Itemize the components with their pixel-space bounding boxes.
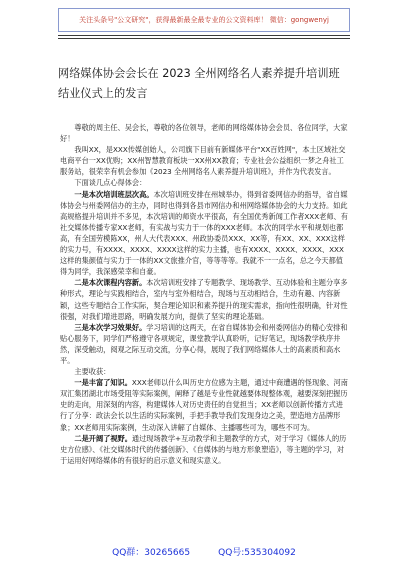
point-text: 本次培训班安排了专题教学、现场教学、互动体验和主题分享多种形式，理论与实践相结合，室内与室外相结合，现场与互动相结合，生动有趣、内容新颖，这些专题结合工作实际，契合理论知识和素养提升的现实需求，指向性很明确，针对性很强，对我们增进思路，明确发展方向，提供了坚实的理论基础。 [60,278,348,321]
point-heading: 二是本次课程内容新。 [74,278,147,288]
paragraph-point-2 [60,277,350,321]
paragraph-gain-2 [60,433,350,466]
header-rule-bottom [58,38,350,39]
qq-number-label: QQ号:535304092 [218,548,296,558]
paragraph-point-3 [60,322,350,366]
qq-group-label: QQ群：30265665 [112,548,191,558]
point-text: 学习培训的这两天，在省自媒体协会和州委网信办的精心安排和贴心服务下，同学们严格遵守各项规定，课堂教学认真聆听，记好笔记，现场教学秩序井然，深受触动，阅观之际互动交流，分享心得，展现了我们网络媒体人士的高素质和高水平。 [60,322,348,365]
point-text: 通过现场教学+互动教学和主题教学的方式，对于学习《媒体人的历史方位感》、《社交媒体时代的传播创新》、《自媒体的与地方形象塑造》，等主题的学习，对于运用好网络媒体的有很好的启示意义和现实意义。 [60,433,347,465]
point-heading: 一是丰富了知识。 [74,378,132,388]
paragraph-point-1 [60,189,350,278]
point-heading: 一是本次培训班层次高。 [74,189,154,199]
point-heading: 三是本次学习效果好。 [74,322,147,332]
document-title: 网络媒体协会会长在 2023 全州网络名人素养提升培训班结业仪式上的发言 [58,67,340,100]
point-heading: 二是开阔了视野。 [74,433,132,443]
paragraph-gains-heading: 主要收获： [74,367,111,377]
promo-banner: 关注头条号"公文研究"，获得最新最全最专业的公文资料库！ 微信：gongwenyj [58,8,350,32]
point-text: XXX老师以什么叫历史方位感为主题，通过中商遭遇的怪现象、河南双汇集团湖北市场受阻等实际案例，阐释了越是专业性就越要体现整体观，越要深刻把握历史的走向，用深刻的内容，构建媒体人对历史责任的自觉担当；XX老师以创新传播方式进行了分享：政法会长以生活的实际案例，手把手教导我们发现身边之美，塑造地方品牌形象；XX老师用实际案例，生动深入讲解了自媒体、主播哪些可为，哪些不可为。 [60,378,348,432]
point-text: 本次培训班安排在州城举办，得到省委网信办的指导，省自媒体协会与州委网信办的主办，同时也得到各县市网信办和州网络媒体协会的大力支持。如此高规格提升培训并不多见，本次培训的师资水平很高，有全国优秀新闻工作者XXX老师、有社交媒体传播专家XX老师，有实战与实力于一体的XXX老师。本次的同学水平和规划也都高，有全国劳模陈XX，州人大代表XXX、州政协委员XXX、XX等，有XX、XX、XXX这样的实力号，有XXXX、XXXX、XXXX这样的实力主播，也有XXXX、XXXX、XXXX、XXX这样的集颜值与实力于一体的XX文旅推介官，等等等等。我就不一一点名，总之今天都值得为同学，我深感荣幸和自豪。 [60,189,348,277]
paragraph-transition: 下面谈几点心得体会： [74,178,147,188]
contact-footer [0,545,408,558]
paragraph-greeting: 尊敬的周主任、吴会长，尊敬的各位领导，老师的网络媒体协会会员、各位同学，大家好！ [60,123,348,144]
paragraph-gain-1 [60,377,350,432]
header-rule-top [58,35,350,36]
document-body [60,122,350,466]
paragraph-intro: 我叫XX，是XXX传媒创始人，公司旗下目前有新媒体平台"XX百姓网"，本土区域社交电商平台一XX优购；XX州智慧教育板块一XX州XX教育；专业社会公益组织一梦之舟社工服务站，很荣幸有机会参加《2023 全州网络名人素养提升培训班》，并作为代表发言。 [60,145,346,177]
